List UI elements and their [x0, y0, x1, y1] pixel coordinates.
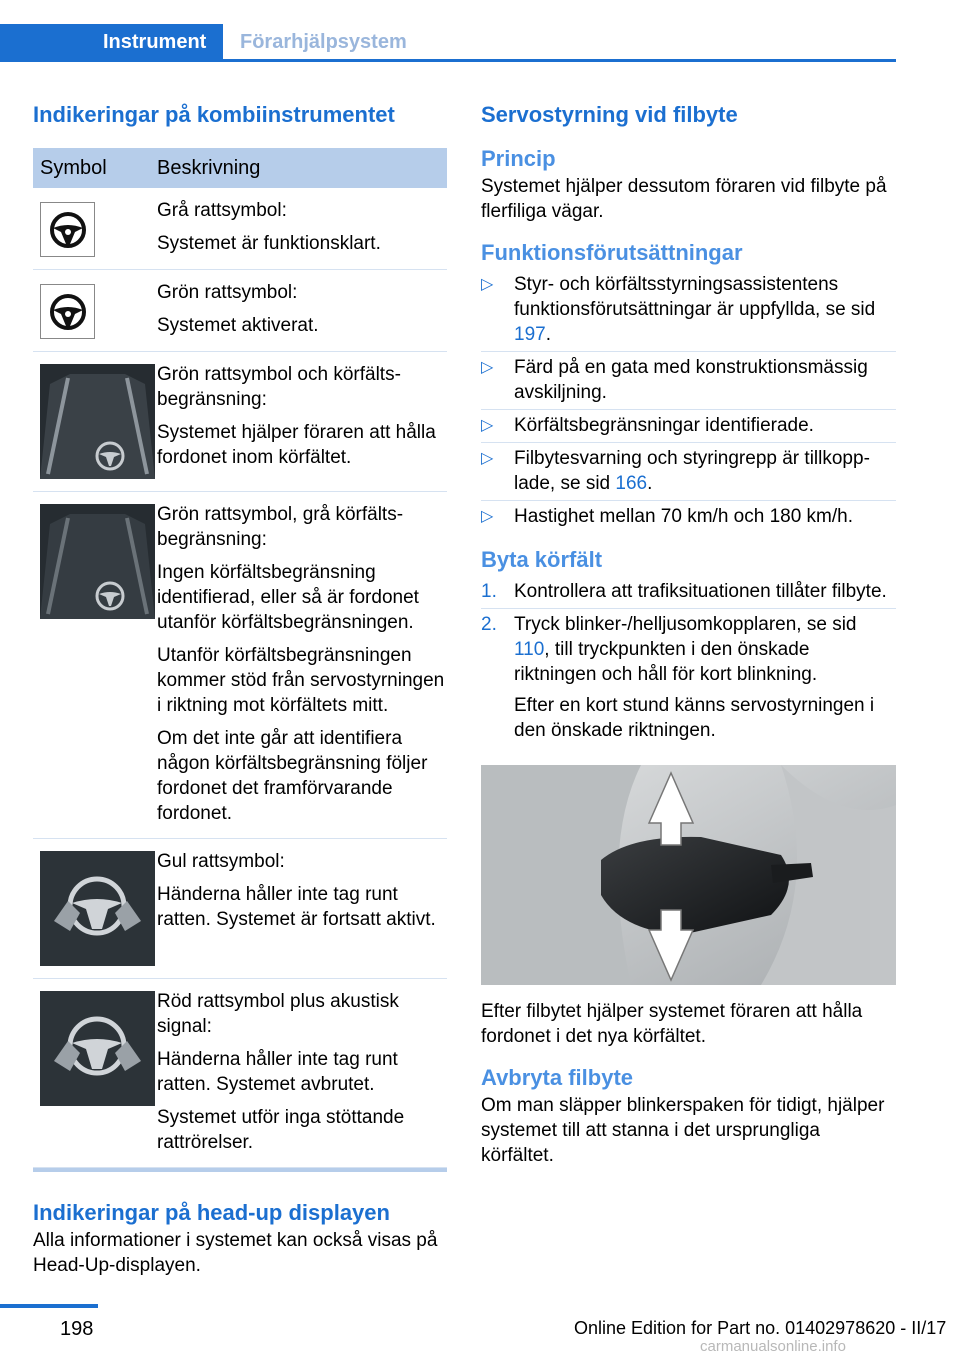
list-item: 2. Tryck blinker-/helljusomkopplaren, se sid 110, till tryckpunkten i den önskade riktningen och håll för kort blinkning. Efter en kort stund känns servostyrningen i den önskade riktningen. — [481, 612, 896, 751]
row-text: Systemet utför inga stöttande rattrörelser. — [157, 1107, 405, 1153]
subheading-byta-korfalt: Byta körfält — [481, 547, 603, 572]
red-hands-off-wheel-icon — [40, 991, 155, 1106]
page-link[interactable]: 110 — [514, 639, 545, 660]
list-item: 1. Kontrollera att trafiksituationen tillåter filbyte. — [481, 579, 896, 612]
subheading-princip: Princip — [481, 146, 556, 171]
list-item: ▷ Styr- och körfältsstyrningsassistentens funktionsförutsättningar är uppfyllda, se sid 197. — [481, 272, 896, 355]
page-link[interactable]: 197 — [514, 324, 546, 345]
prerequisites-list — [481, 272, 896, 537]
list-item: ▷ Körfältsbegränsningar identifierade. — [481, 413, 896, 446]
section-heading-servostyrning: Servostyrning vid filbyte — [481, 102, 738, 127]
grey-steering-wheel-icon — [40, 202, 95, 257]
triangle-bullet-icon: ▷ — [481, 450, 494, 467]
header-divider — [0, 59, 896, 62]
row-text: Systemet aktiverat. — [157, 315, 319, 336]
table-row — [33, 979, 447, 1168]
row-text: Grön rattsymbol, grå körfältsbegränsning: — [157, 504, 404, 550]
steps-list — [481, 579, 896, 751]
table-end-divider — [33, 1168, 447, 1172]
lane-limit-green-wheel-icon — [40, 364, 155, 479]
yellow-hands-off-wheel-icon — [40, 851, 155, 966]
row-text: Gul rattsymbol: — [157, 851, 285, 872]
row-text: Ingen körfältsbegränsning identifierad, eller så är fordonet utanför körfältsbegränsningen. — [157, 562, 419, 633]
row-text: Grå rattsymbol: — [157, 200, 287, 221]
table-row — [33, 839, 447, 979]
lane-limit-grey-wheel-icon — [40, 504, 155, 619]
triangle-bullet-icon: ▷ — [481, 276, 494, 293]
subheading-funktionsforutsattningar: Funktionsförutsättningar — [481, 240, 743, 265]
section-heading-head-up: Indikeringar på head-up displayen — [33, 1200, 390, 1225]
triangle-bullet-icon: ▷ — [481, 359, 494, 376]
table-row — [33, 188, 447, 270]
green-steering-wheel-icon — [40, 284, 95, 339]
step-note: Efter en kort stund känns servostyrningen i den önskade riktningen. — [514, 695, 875, 741]
col-header-symbol: Symbol — [33, 148, 157, 188]
row-text: Röd rattsymbol plus akustisk signal: — [157, 991, 399, 1037]
row-text: Utanför körfältsbegränsningen kommer stöd från servostyrningen i riktning mot körfältets mitt. — [157, 645, 445, 716]
list-item: ▷ Hastighet mellan 70 km/h och 180 km/h. — [481, 506, 854, 527]
footer-divider — [0, 1304, 98, 1308]
col-header-description: Beskrivning — [157, 148, 447, 188]
triangle-bullet-icon: ▷ — [481, 508, 494, 525]
triangle-bullet-icon: ▷ — [481, 417, 494, 434]
table-row — [33, 270, 447, 352]
section-heading-kombiinstrument: Indikeringar på kombiinstrumentet — [33, 102, 395, 127]
subheading-avbryta-filbyte: Avbryta filbyte — [481, 1065, 634, 1090]
list-item: ▷ Filbytesvarning och styringrepp är tillkopplade, se sid 166. — [481, 446, 896, 504]
chapter-header — [0, 24, 896, 62]
row-text: Grön rattsymbol: — [157, 282, 298, 303]
edition-note: Online Edition for Part no. 01402978620 - II/17 — [574, 1318, 947, 1338]
left-column — [33, 100, 447, 1278]
row-text: Om det inte går att identifiera någon körfältsbegränsning följer fordonet det framförvarande fordonet. — [157, 728, 428, 824]
table-row — [33, 352, 447, 492]
hud-paragraph: Alla informationer i systemet kan också visas på Head-Up-displayen. — [33, 1230, 438, 1276]
tab-instrument[interactable]: Instrument — [0, 24, 223, 60]
after-change-paragraph: Efter filbytet hjälper systemet föraren att hålla fordonet i det nya körfältet. — [481, 1001, 863, 1047]
tab-forarhjalpsystem[interactable]: Förarhjälpsystem — [240, 31, 407, 53]
watermark: carmanualsonline.info — [700, 1338, 846, 1355]
row-text: Systemet hjälper föraren att hålla fordonet inom körfältet. — [157, 422, 436, 468]
princip-paragraph: Systemet hjälper dessutom föraren vid filbyte på flerfiliga vägar. — [481, 176, 887, 222]
row-text: Händerna håller inte tag runt ratten. Systemet avbrutet. — [157, 1049, 398, 1095]
row-text: Grön rattsymbol och körfältsbegränsning: — [157, 364, 401, 410]
row-text: Systemet är funktionsklart. — [157, 233, 381, 254]
table-row — [33, 492, 447, 839]
page-number: 198 — [60, 1318, 94, 1340]
row-text: Händerna håller inte tag runt ratten. Systemet är fortsatt aktivt. — [157, 884, 436, 930]
symbol-table — [33, 148, 447, 1168]
turn-signal-lever-illustration — [481, 765, 896, 985]
list-item: ▷ Färd på en gata med konstruktionsmässig avskiljning. — [481, 355, 896, 413]
page-link[interactable]: 166 — [615, 473, 648, 494]
right-column — [481, 100, 896, 1168]
cancel-paragraph: Om man släpper blinkerspaken för tidigt, hjälper systemet till att stanna i det ursprungliga körfältet. — [481, 1095, 885, 1166]
